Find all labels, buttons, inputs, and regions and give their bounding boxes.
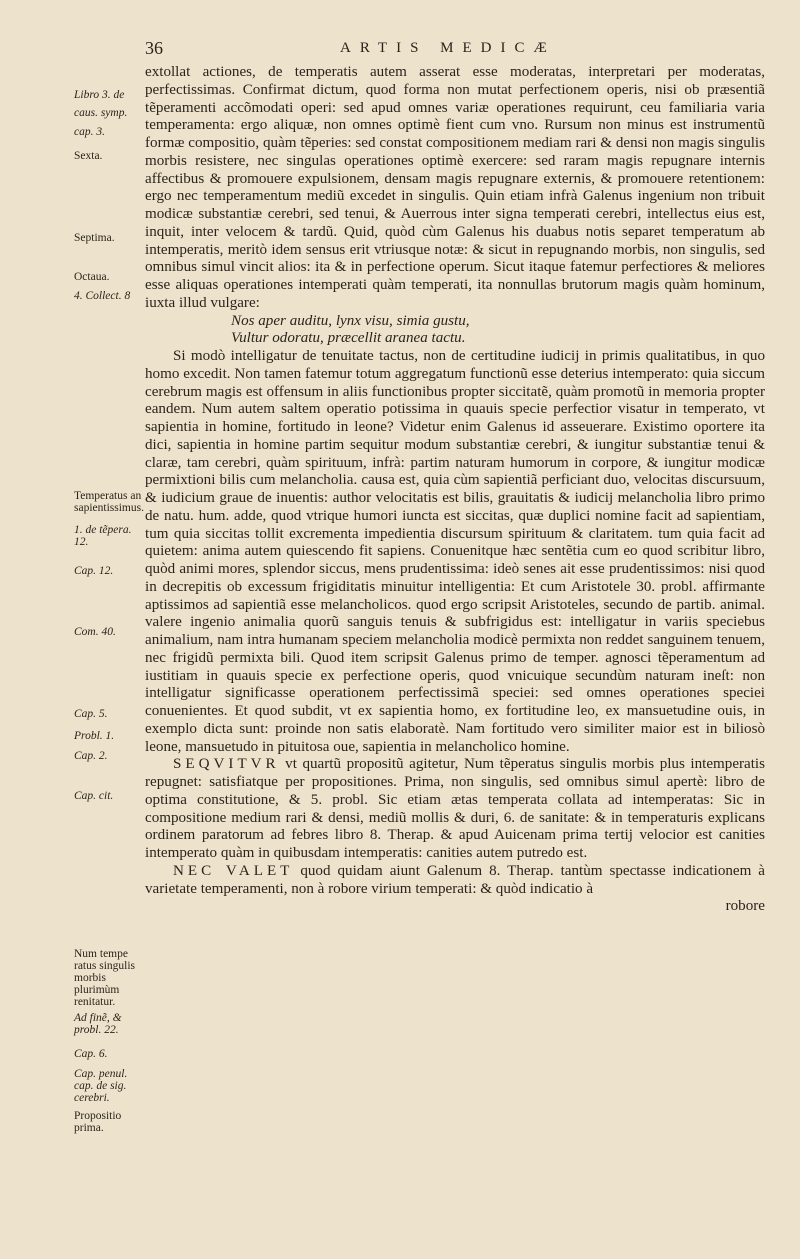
margin-note: Cap. 6. [74, 1048, 108, 1060]
margin-note: Cap. cit. [74, 790, 114, 802]
margin-note: Sexta. [74, 150, 103, 162]
paragraph-nec-valet-text: quod quidam aiunt Galenum 8. Therap. tantùm spectasse indicationem à varietate temperamenti, non à robore virium temperati: & quòd indicatio à [145, 862, 766, 897]
paragraph-continuation: extollat actiones, de temperatis autem asserat esse moderatas, interpretari per moderatas, perfectissimas. Confirmat dictum, quod forma non mutat perfectionem operis, nisi ob præsentiã tẽperamenti accõmodati operi: sed apud omnes variæ operationes requirunt, ceu familiaria varia temperamenta: ergo aliquæ, non omnes optimè fient cum vno. Rursum non minus est instrumentũ formæ compositio, quàm tẽperies: sed constat compositionem mediam rari & densi non magis singulis morbis resistere, nec singulas operationes optimè exercere: sed raram magis repugnare internis affectibus & promouere expulsionem, densam magis repugnare externis, & promouere retentionem: ergo nec temperamentum mediũ excedet in singulis. Quin etiam infrà Galenus ingenium non tribuit modicæ substantiæ cerebri, sed tenui, & Auerrous inter signa temperati cerebri, intellectus eius est, inquit, inter velocem & tardũ. Quid, quòd cùm Galenus his duabus notis separet temperatum ab intemperatis, meritò idem sensus erit vtriusque notæ: & sicut in repugnando morbis, non singulis, sed omnibus simul vincit alios: ita & in perfectione operum. Sicut itaque fatemur perfectiores & meliores esse aliquas operationes intemperati quàm temperati, ita nonnullas brutorum magis quàm hominum, iuxta illud vulgare: [145, 64, 765, 311]
small-caps-lead: NEC VALET [173, 862, 294, 879]
margin-note: cap. 3. [74, 126, 105, 138]
margin-note: Cap. penul. cap. de sig. cerebri. [74, 1068, 128, 1104]
margin-note: Probl. 1. [74, 730, 115, 742]
margin-note: Ad finẽ, & probl. 22. [74, 1012, 122, 1036]
running-head: ARTIS MEDICÆ [340, 40, 556, 56]
verse-line-2: Vultur odoratu, præcellit aranea tactu. [231, 330, 466, 347]
page-number: 36 [145, 38, 163, 58]
verse-line-1: Nos aper auditu, lynx visu, simia gustu, [231, 312, 470, 329]
paragraph-sapientia: Si modò intelligatur de tenuitate tactus, non de certitudine iudicij in primis qualitatibus, in quo homo excedit. Non tamen fatemur totum aggregatum functionũ esse deterius intemperato: quia siccum cerebrum magis est offensum in aliis functionibus propter siccitatẽ, quàm promotũ in memoria propter eandem. Num autem saltem operatio potissima in quauis specie perfectior visatur in temperato, vt sapientia in homine, fortitudo in leone? Videtur enim Galenus id asseuerare. Existimo oportere ita dici, sapientia in homine partim sequitur modum substantiæ cerebri, & iungitur substantiæ tenui & claræ, tam cerebri, quàm spirituum, infrà: partim naturam humorum in corpore, & iungitur modicæ permixtioni bilis cum melancholia. causa est, quia cùm sapientiã perficiant duo, velocitas discursuum, & iudicium graue de inuentis: author velocitatis est bilis, grauitatis & iudicij melancholia libro primo de natu. hum. adde, quod vtrique humori iuncta est siccitas, quæ duplici nomine facit ad sapientiam, tum quia siccitas tollit excrementa impedientia discursum spirituum & claritatem. tum quia facit ad quietem: anima autem quiescendo fit sapiens. Conuenitque hæc sentẽtia cum eo quod scribitur libro, quòd animi mores, splendor siccus, mens prudentissima: ideò senes ait esse prudentissimos: nisi quod in decrepitis ob excessum frigiditatis minuitur intelligentia: Et cum Aristotele 30. probl. affirmante aptissimos ad sapientiã esse melancholicos. quod ergo scripsit Aristoteles, secundo de partib. animal. valere ingenio animalia quorũ sanguis tenuis & subfrigidus est: intelligatur in variis speciebus animalium, nam intra humanam speciem melancholia modicè permixta non reddet sanguinem tenuem, nec frigidũ permixta bili. Quod item scripsit Galenus primo de temper. agnosci tẽperamentum ad iustitiam in quauis specie ex perfectione operis, quod vnicuique secundùm naturam ineſt: non intelligatur significasse operationem perfectissimã speciei: sed omnes operationes speciei conuenientes. Et quod subdit, vt ex sapientia homo, ex fortitudine leo, ex mansuetudine ouis, in exemplo dicta sunt: proinde non satis elaboratè. Nam fortitudo vero similiter maior est in biliosò leone, mansuetudo in pituitosa oue, sapientia in melancholico homine. [145, 348, 765, 755]
margin-note: Octaua. [74, 271, 110, 283]
margin-note: Temperatus an sapientissimus. [74, 490, 144, 514]
margin-note: Propositio prima. [74, 1110, 122, 1134]
margin-note: 4. Collect. 8 [74, 290, 131, 302]
small-caps-lead: SEQVITVR [173, 756, 280, 773]
catchword: robore [725, 898, 765, 915]
margin-note: Septima. [74, 232, 115, 244]
margin-note: 1. de tẽperа. 12. [74, 524, 132, 548]
margin-note: Cap. 2. [74, 750, 108, 762]
margin-note: Cap. 5. [74, 708, 108, 720]
margin-note: Cap. 12. [74, 565, 114, 577]
margin-note: Com. 40. [74, 626, 116, 638]
margin-note: Libro 3. de [74, 89, 125, 101]
margin-note: caus. symp. [74, 107, 128, 119]
paragraph-sequitur-text: vt quartũ propositũ agitetur, Num tẽperatus singulis morbis plus intemperatis repugnet: satisfiatque per propositiones. Prima, non singulis, sed omnibus simul apertè: libro de optima constitutione, & 5. probl. Sic etiam ætas temperata collata ad intemperatas: Sic in compositione medium rari & densi, mediũ mollis & duri, 6. de sanitate: & in temperaturis explicans ordinem paratorum ad febres libro 8. Therap. & apud Auicenam prima tertij velocior est canities intemperato quàm in quibusdam intemperatis: canities autem putredo est. [145, 756, 765, 861]
margin-note: Num tempe ratus singulis morbis plurimùm renitatur. [74, 948, 136, 1008]
